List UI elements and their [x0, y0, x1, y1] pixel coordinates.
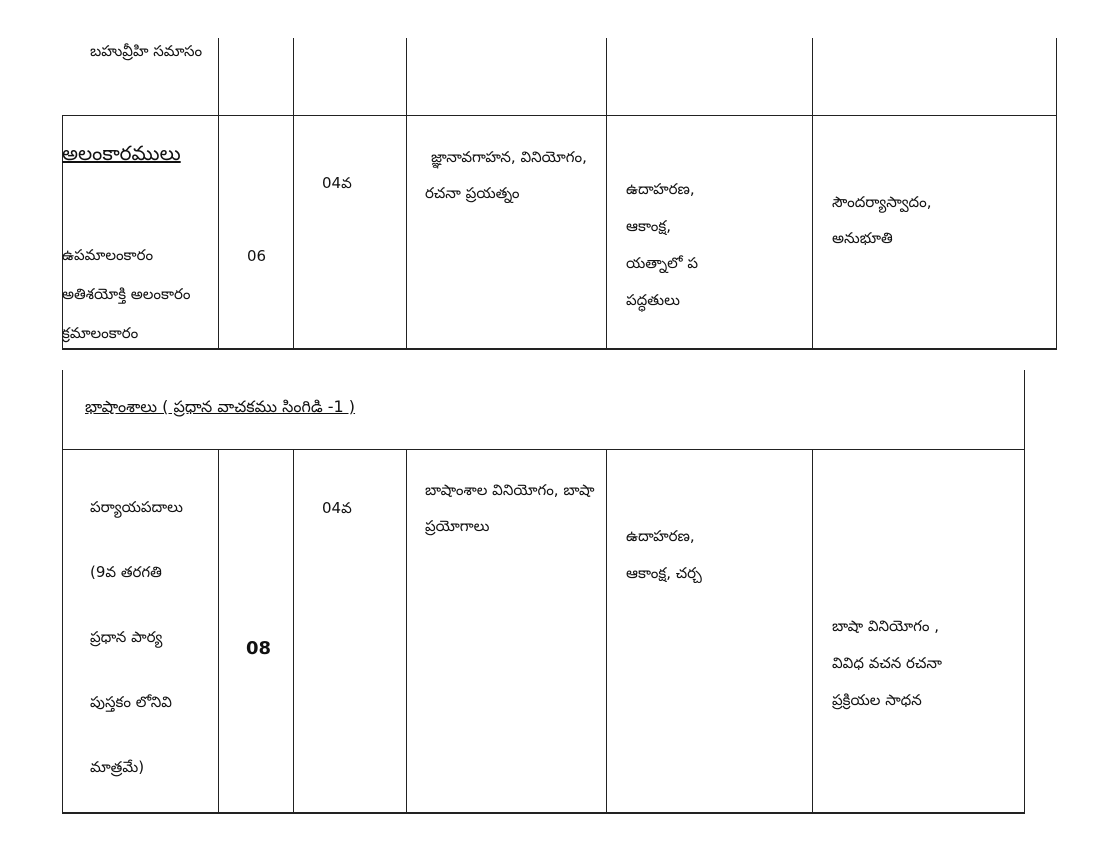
row0-topic: బహువ్రీహి సమాసం: [90, 42, 203, 60]
competency-line: జ్ఞానావగాహన, వినియోగం,: [431, 148, 587, 166]
method-line: ఉదాహరణ,: [626, 527, 695, 545]
grid-line: [606, 38, 607, 349]
grid-line: [62, 115, 1056, 116]
topic-item: అతిశయోక్తి అలంకారం: [62, 285, 191, 303]
grid-line: [218, 449, 219, 814]
topic-item: ప్రధాన పార్య: [90, 628, 163, 646]
grid-line: [62, 370, 63, 814]
method-line: ఆకాంక్ష, చర్చ: [626, 564, 702, 582]
grid-line: [406, 38, 407, 349]
topic-item: ఉపమాలంకారం: [62, 246, 154, 264]
grid-line: [1056, 38, 1057, 349]
grid-line: [1024, 370, 1025, 814]
row2-values: [832, 608, 942, 719]
row2-methods: [626, 518, 702, 592]
row1-month: 04వ: [322, 174, 352, 192]
method-line: పద్ధతులు: [626, 291, 680, 309]
value-line: బాషా వినియోగం ,: [832, 617, 940, 635]
topic-item: పర్యాయపదాలు: [90, 498, 183, 516]
value-line: అనుభూతి: [832, 229, 893, 247]
grid-line: [62, 449, 1025, 450]
grid-line: [218, 38, 219, 349]
row2-periods: 08: [246, 638, 272, 659]
grid-line: [812, 38, 813, 349]
value-line: వివిధ వచన రచనా: [832, 654, 942, 672]
value-line: ప్రక్రియల సాధన: [832, 691, 922, 709]
grid-line: [406, 449, 407, 814]
grid-line: [606, 449, 607, 814]
row1-heading: అలంకారములు: [62, 141, 181, 165]
grid-line: [62, 812, 1025, 814]
row2-month: 04వ: [322, 499, 352, 517]
method-line: ఉదాహరణ,: [626, 180, 695, 198]
row1-topics: [62, 236, 191, 353]
method-line: యత్నాలో ప: [626, 254, 699, 272]
topic-item: మాత్రమే): [90, 758, 145, 776]
competency-line: ప్రయోగాలు: [425, 517, 490, 535]
topic-item: (9వ తరగతి: [90, 563, 162, 581]
value-line: సౌందర్యాస్వాదం,: [832, 193, 932, 211]
grid-line: [293, 38, 294, 349]
section2-title: భాషాంశాలు ( ప్రధాన వాచకము సింగిడి -1 ): [85, 397, 356, 416]
row1-methods: [626, 171, 698, 319]
method-line: ఆకాంక్ష,: [626, 217, 672, 235]
row1-competencies: [425, 139, 587, 211]
competency-line: రచనా ప్రయత్నం: [425, 184, 520, 202]
grid-line: [293, 449, 294, 814]
topic-item: పుస్తకం లోనివి: [90, 693, 172, 711]
topic-item: క్రమాలంకారం: [62, 324, 139, 342]
row2-topics: [90, 475, 183, 800]
grid-line: [62, 348, 1057, 350]
grid-line: [812, 449, 813, 814]
row2-competencies: [425, 472, 594, 544]
row1-values: [832, 184, 932, 256]
row1-periods: 06: [247, 247, 267, 265]
competency-line: బాషాంశాల వినియోగం, బాషా: [425, 481, 595, 499]
